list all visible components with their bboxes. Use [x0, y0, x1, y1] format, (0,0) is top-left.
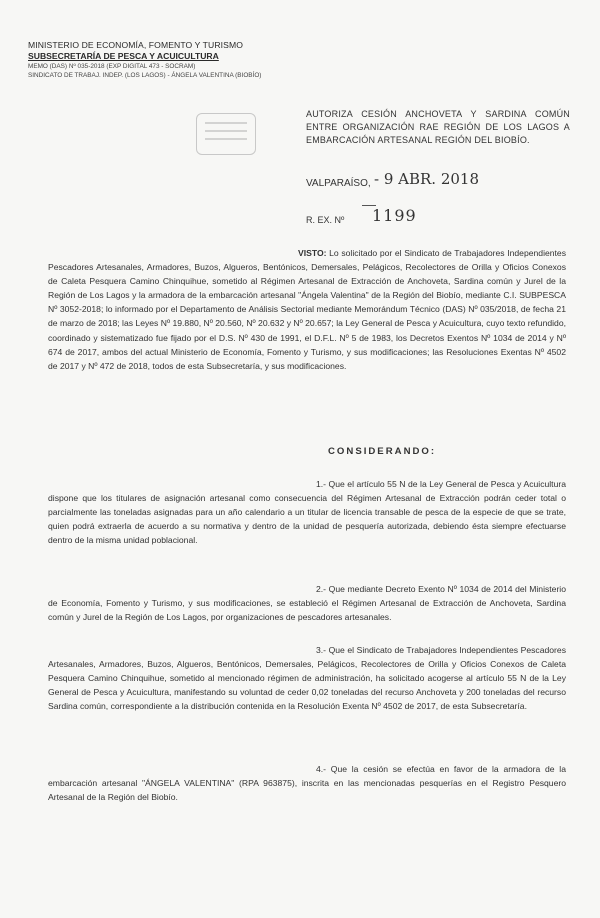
reference-line-2: SINDICATO DE TRABAJ. INDEP. (LOS LAGOS) - ÁNGELA VALENTINA (BIOBÍO) — [28, 72, 262, 79]
considerando-2: 2.- Que mediante Decreto Exento Nº 1034 de 2014 del Ministerio de Economía, Fomento y Turismo, y sus modificaciones, se estableció el Régimen Artesanal de Extracción de Anchoveta, Sardina común y Jurel de la Región de Los Lagos, por organizaciones de pescadores artesanales. — [48, 584, 566, 623]
resolution-number: 1199 — [372, 206, 417, 225]
ministry-name: MINISTERIO DE ECONOMÍA, FOMENTO Y TURISMO — [28, 40, 243, 50]
visto-paragraph — [48, 246, 566, 373]
considerando-heading: CONSIDERANDO: — [328, 446, 437, 457]
document-subject: AUTORIZA CESIÓN ANCHOVETA Y SARDINA COMÚN ENTRE ORGANIZACIÓN RAE REGIÓN DE LOS LAGOS A EMBARCACIÓN ARTESANAL REGIÓN DEL BIOBÍO. — [306, 109, 570, 145]
subsecretaria-name: SUBSECRETARÍA DE PESCA Y ACUICULTURA — [28, 51, 219, 61]
reference-line-1: MEMO (DAS) Nº 035-2018 (EXP DIGITAL 473 - SOCRAM) — [28, 63, 196, 70]
date-label: VALPARAÍSO, — [306, 178, 371, 189]
visto-label: VISTO: — [298, 248, 327, 258]
considerando-1: 1.- Que el artículo 55 N de la Ley General de Pesca y Acuicultura dispone que los titulares de asignación artesanal como consecuencia del Régimen Artesanal de Extracción podrán ceder total o parcialmente las toneladas asignadas para un año calendario a un titular de licencia transable de pesca de la especie de que se trate, quien podrá extraerla de acuerdo a su normativa y dentro de la unidad de pesquería autorizada, debiendo ésta siempre efectuarse dentro de la misma unidad poblacional. — [48, 479, 566, 546]
considerando-4: 4.- Que la cesión se efectúa en favor de la armadora de la embarcación artesanal "ÁNGELA VALENTINA" (RPA 963875), inscrita en las mencionadas pesquerías en el Registro Pesquero Artesanal de la Región del Biobío. — [48, 764, 566, 803]
faint-stamp — [196, 113, 256, 155]
resolution-label: R. EX. Nº — [306, 215, 345, 225]
considerando-3: 3.- Que el Sindicato de Trabajadores Independientes Pescadores Artesanales, Armadores, Buzos, Algueros, Bentónicos, Demersales, Pelágicos, Recolectores de Orilla y Oficios Conexos de Caleta Pesquera Camino Chinquihue, sometido al mencionado régimen de administración, ha solicitado acogerse al artículo 55 N de la Ley General de Pesca y Acuicultura, manifestando su voluntad de ceder 0,02 toneladas del recurso Anchoveta y 200 toneladas del recurso Sardina común, correspondiente a la distribución contenida en la Resolución Exenta Nº 4502 de 2017, de esta Subsecretaría. — [48, 645, 566, 712]
letterhead — [28, 40, 288, 80]
date-value: - 9 ABR. 2018 — [374, 170, 480, 188]
visto-text: Lo solicitado por el Sindicato de Trabajadores Independientes Pescadores Artesanales, Armadores, Buzos, Algueros, Bentónicos, Demersales, Pelágicos, Recolectores de Orilla y Oficios Conexos de Caleta Pesquera Camino Chinquihue, sometido al Régimen Artesanal de Extracción de Anchoveta, Sardina común y Jurel de la Región de Los Lagos y la armadora de la embarcación artesanal "Ángela Valentina" de la Región del Biobío, mediante C.I. SUBPESCA Nº 3052-2018; lo informado por el Departamento de Análisis Sectorial mediante Memorándum Técnico (DAS) Nº 035/2018, de fecha 21 de marzo de 2018; las Leyes Nº 19.880, Nº 20.560, Nº 20.632 y Nº 20.657; la Ley General de Pesca y Acuicultura, cuyo texto refundido, coordinado y sistematizado fue fijado por el D.S. Nº 430 de 1991, el D.F.L. Nº 5 de 1983, los Decretos Exentos Nº 1034 de 2014 y Nº 674 de 2017, ambos del actual Ministerio de Economía, Fomento y Turismo, y sus modificaciones; las Resoluciones Exentas Nº 4502 de 2017 y Nº 472 de 2018, todos de esta Subsecretaría, y sus modificaciones. — [48, 248, 567, 371]
